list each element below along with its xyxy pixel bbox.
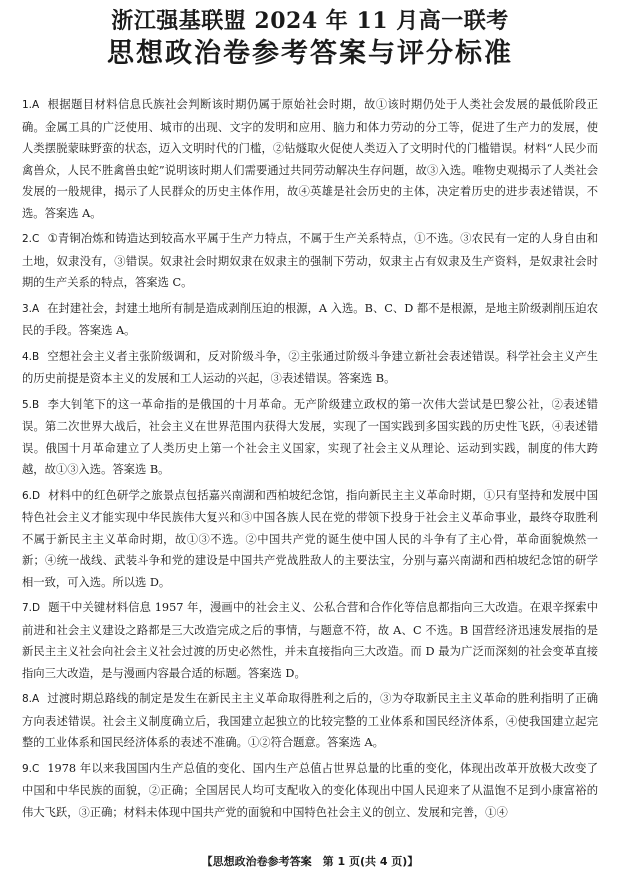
answer-item-9 xyxy=(22,758,598,824)
question-number: 3. xyxy=(22,302,33,315)
page-footer: 【思想政治卷参考答案 第 1 页(共 4 页)】 xyxy=(201,855,419,868)
answer-choice: B xyxy=(32,350,40,363)
question-number: 7. xyxy=(22,602,33,614)
question-number: 2. xyxy=(22,233,33,245)
answer-explanation: 材料中的红色研学之旅景点包括嘉兴南湖和西柏坡纪念馆，指向新民主主义革命时期，①只有坚持和发展中国特色社会主义才能实现中华民族伟大复兴和③中国各族人民在党的带领下投身于社会主义革命事业，最终夺取胜利不属于新民主主义革命时期，故①③不选。②中国共产党的诞生使中国人民的斗争有了主心骨，革命面貌焕然一新；④统一战线、武装斗争和党的建设是中国共产党战胜敌人的主要法宝，分别与嘉兴南湖和西柏坡纪念馆的研学相一致，可入选。所以选 D。 xyxy=(22,488,598,589)
answer-explanation: 空想社会主义者主张阶级调和，反对阶级斗争，②主张通过阶级斗争建立新社会表述错误。科学社会主义产生的历史前提是资本主义的发展和工人运动的兴起，③表述错误。答案选 B。 xyxy=(22,349,598,385)
answer-item-2 xyxy=(22,228,598,294)
answer-explanation: 根据题目材料信息氏族社会判断该时期仍属于原始社会时期，故①该时期仍处于人类社会发展的最低阶段正确。金属工具的广泛使用、城市的出现、文字的发明和应用、脑力和体力劳动的分工等，促进了生产力的发展，使人类摆脱蒙昧野蛮的状态，迈入文明时代的门槛，②钻燧取火促使人类迈入了文明时代的门槛错误。材料“人民少而禽兽众，人民不胜禽兽虫蛇”说明该时期人们需要通过共同劳动解决生存问题，故③入选。唯物史观揭示了人类社会发展的一般规律，揭示了人民群众的历史主体作用，故④英雄是社会历史的主体，决定着历史的进步表述错误，不选。答案选 A。 xyxy=(22,98,598,220)
question-number: 9. xyxy=(22,762,33,775)
document-subtitle: 思想政治卷参考答案与评分标准 xyxy=(107,38,513,69)
answer-choice: D xyxy=(32,602,41,614)
answer-choice: B xyxy=(32,398,40,411)
question-number: 5. xyxy=(22,398,33,411)
answer-explanation: 在封建社会，封建土地所有制是造成剥削压迫的根源，A 入选。B、C、D 都不是根源，是地主阶级剥削压迫农民的手段。答案选 A。 xyxy=(22,301,598,337)
question-number: 8. xyxy=(22,693,33,705)
answer-choice: C xyxy=(32,762,40,775)
answer-explanation: 李大钊笔下的这一革命指的是俄国的十月革命。无产阶级建立政权的第一次伟大尝试是巴黎公社，②表述错误。第二次世界大战后，社会主义在世界范围内获得大发展，实现了一国实践到多国实践的历史性飞跃，④表述错误。俄国十月革命建立了人类历史上第一个社会主义国家，实现了社会主义从理论、运动到实践，制度的伟大跨越，故①③入选。答案选 B。 xyxy=(22,397,598,476)
answer-choice: A xyxy=(32,302,40,315)
answer-explanation: ①青铜冶炼和铸造达到较高水平属于生产力特点，不属于生产关系特点，①不选。③农民有一定的人身自由和土地，奴隶没有，③错误。奴隶社会时期奴隶在奴隶主的强制下劳动，奴隶主占有奴隶及生产资料，是奴隶社会时期的生产关系的特点，答案选 C。 xyxy=(22,232,598,289)
exam-title: 浙江强基联盟 2024 年 11 月高一联考 xyxy=(111,8,509,34)
answer-item-8 xyxy=(22,688,598,754)
question-number: 6. xyxy=(22,489,33,502)
answer-choice: A xyxy=(32,99,40,111)
answer-item-1 xyxy=(22,94,598,224)
answer-item-6 xyxy=(22,485,598,594)
answer-item-5 xyxy=(22,394,598,481)
answer-item-3 xyxy=(22,298,598,342)
page-header xyxy=(0,0,620,72)
answer-list xyxy=(22,94,598,827)
answer-item-4 xyxy=(22,346,598,390)
answer-explanation: 1978 年以来我国国内生产总值的变化、国内生产总值占世界总量的比重的变化，体现出改革开放极大改变了中国和中华民族的面貌，②正确；全国居民人均可支配收入的变化体现出中国人民迎来了从温饱不足到小康富裕的伟大飞跃，③正确；材料未体现中国共产党的面貌和中国特色社会主义的创立、发展和完善，①④ xyxy=(22,761,598,819)
answer-choice: A xyxy=(32,693,40,705)
question-number: 4. xyxy=(22,350,33,363)
answer-choice: D xyxy=(32,489,41,502)
question-number: 1. xyxy=(22,99,33,111)
answer-choice: C xyxy=(32,233,40,245)
answer-explanation: 题干中关键材料信息 1957 年，漫画中的社会主义、公私合营和合作化等信息都指向三大改造。在艰辛探索中前进和社会主义建设之路都是三大改造完成之后的事情，与题意不符，故 A、C 不选。B 国营经济迅速发展指的是新民主主义社会向社会主义社会过渡的历史必然性，并未直接指向三大改造。而 D 最为广泛而深刻的社会变革直接指向三大改造，是与漫画内容最合适的标题。答案选 D。 xyxy=(22,601,598,680)
answer-item-7 xyxy=(22,597,598,684)
answer-explanation: 过渡时期总路线的制定是发生在新民主主义革命取得胜利之后的，③为夺取新民主主义革命的胜利指明了正确方向表述错误。社会主义制度确立后，我国建立起独立的比较完整的工业体系和国民经济体系，④使我国建立起完整的工业体系和国民经济体系的表述不准确。①②符合题意。答案选 A。 xyxy=(22,692,598,749)
